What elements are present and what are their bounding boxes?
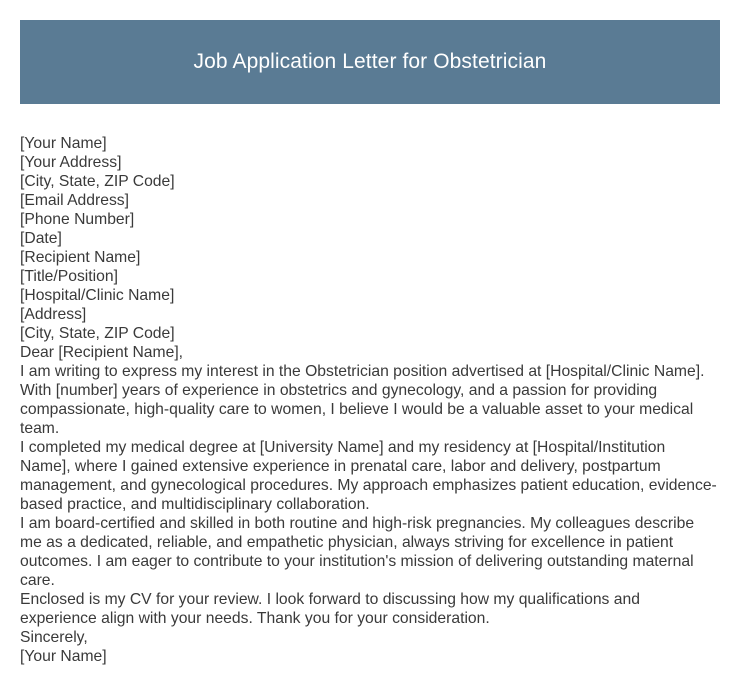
- sender-city-state-zip: [City, State, ZIP Code]: [20, 173, 175, 190]
- recipient-title: [Title/Position]: [20, 268, 118, 285]
- page-title: Job Application Letter for Obstetrician: [193, 50, 547, 73]
- letter-date: [Date]: [20, 230, 62, 247]
- recipient-name: [Recipient Name]: [20, 249, 141, 266]
- recipient-organization: [Hospital/Clinic Name]: [20, 287, 175, 304]
- sender-address: [Your Address]: [20, 154, 122, 171]
- sender-name: [Your Name]: [20, 135, 107, 152]
- letter-body: [20, 134, 720, 666]
- header-banner: [20, 20, 720, 104]
- paragraph-skills: I am board-certified and skilled in both routine and high-risk pregnancies. My colleagues describe me as a dedicated, reliable, and empathetic physician, always striving for excellence in patient outcomes. I am eager to contribute to your institution's mission of delivering outstanding maternal care.: [20, 515, 695, 589]
- signature: [Your Name]: [20, 648, 107, 665]
- paragraph-education: I completed my medical degree at [University Name] and my residency at [Hospital/Institution Name], where I gained extensive experience in prenatal care, labor and delivery, postpartum management, and gynecological procedures. My approach emphasizes patient education, evidence-based practice, and multidisciplinary collaboration.: [20, 439, 717, 513]
- salutation: Dear [Recipient Name],: [20, 344, 184, 361]
- closing: Sincerely,: [20, 629, 88, 646]
- sender-phone: [Phone Number]: [20, 211, 135, 228]
- paragraph-intro: I am writing to express my interest in the Obstetrician position advertised at [Hospital/Clinic Name]. With [number] years of experience in obstetrics and gynecology, and a passion for providing compassionate, high-quality care to women, I believe I would be a valuable asset to your medical team.: [20, 363, 705, 437]
- recipient-city-state-zip: [City, State, ZIP Code]: [20, 325, 175, 342]
- recipient-address: [Address]: [20, 306, 87, 323]
- sender-email: [Email Address]: [20, 192, 129, 209]
- paragraph-closing: Enclosed is my CV for your review. I look forward to discussing how my qualifications and experience align with your needs. Thank you for your consideration.: [20, 591, 640, 627]
